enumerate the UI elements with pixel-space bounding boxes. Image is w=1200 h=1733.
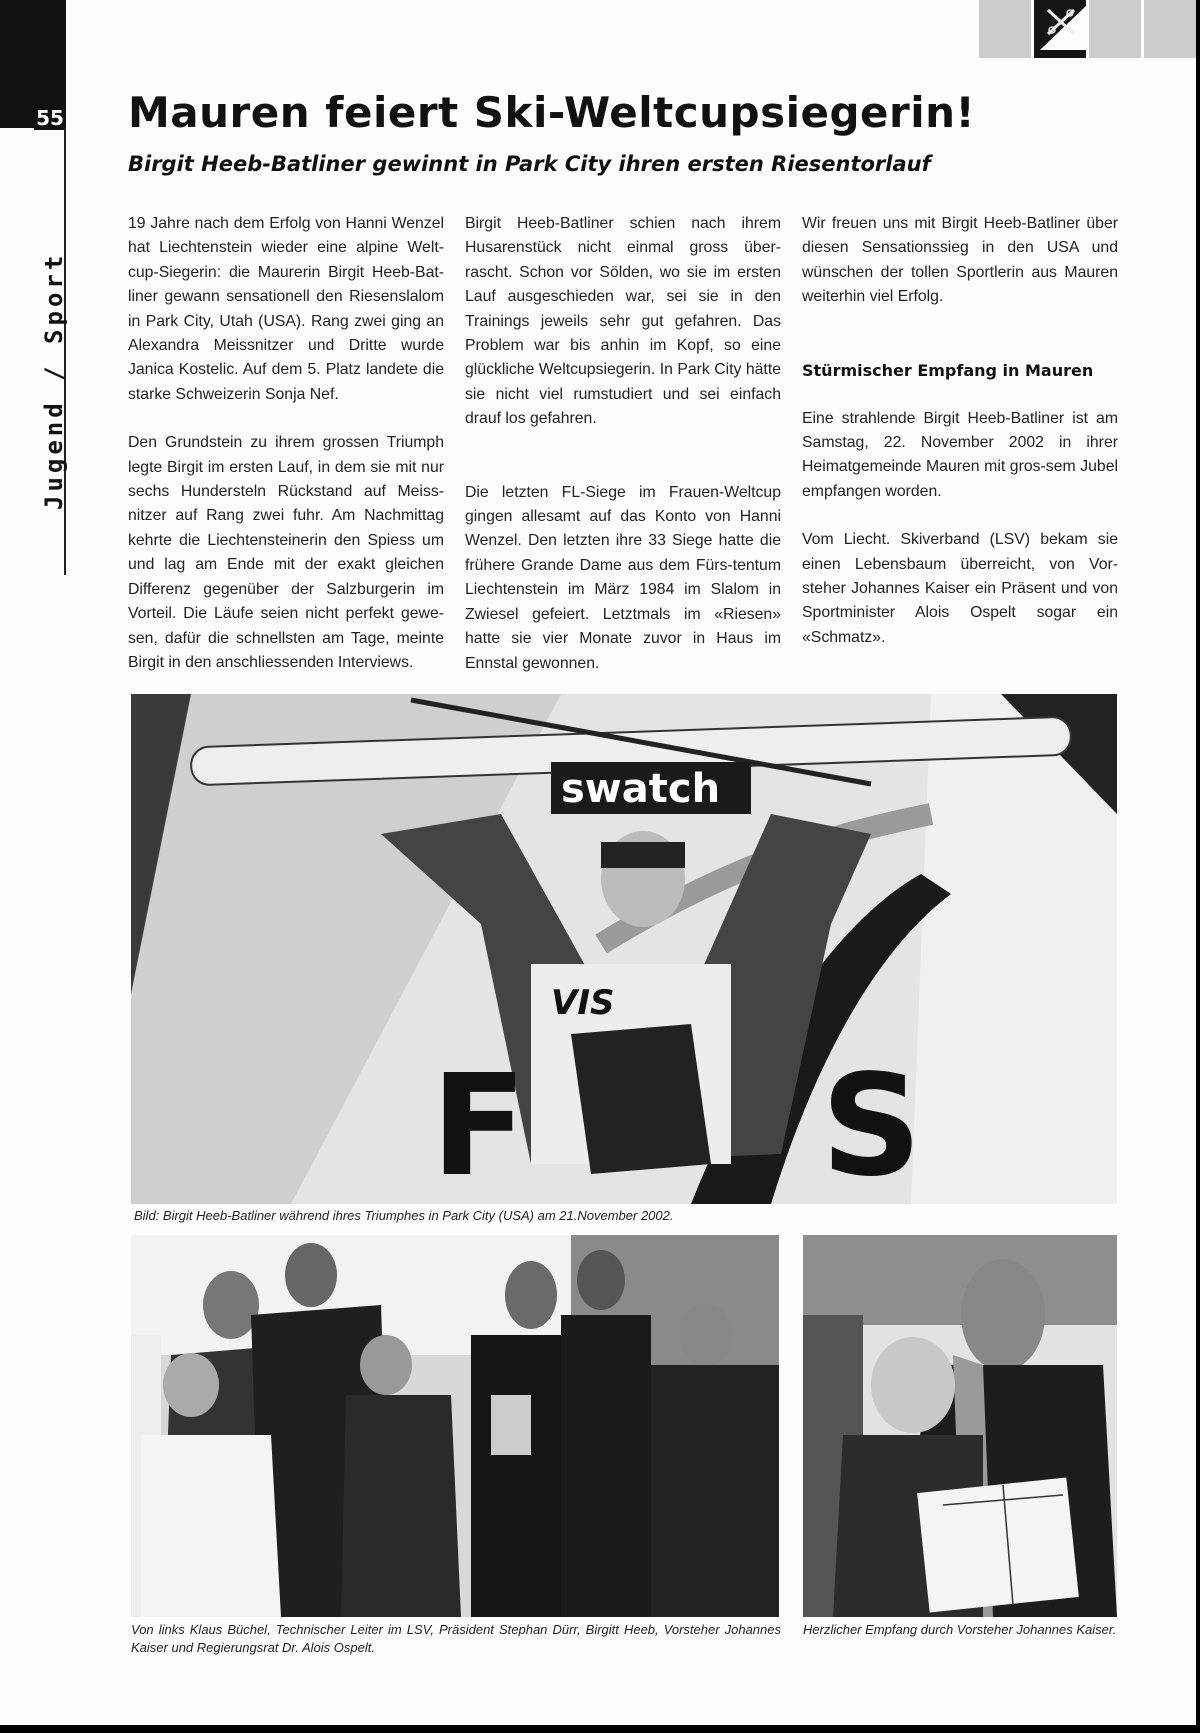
paragraph: Birgit Heeb-Batliner schien nach ihrem Husarenstück nicht einmal gross über-rascht. Schon vor Sölden, wo sie im ersten Lauf ausgeschieden war, sei sie in den Trainings jeweils sehr gut gefahren. Das Problem war bis anhin im Kopf, so eine glückliche Weltcupsiegerin. In Park City hätte sie nicht viel rumstudiert und sei einfach drauf los gefahren. — [465, 215, 781, 428]
tab-sport — [1031, 0, 1086, 58]
main-photo — [131, 694, 1117, 1204]
paragraph: Eine strahlende Birgit Heeb-Batliner ist am Samstag, 22. November 2002 in ihrer Heimatgemeinde Mauren mit gros-sem Jubel empfangen worden. — [802, 409, 1118, 500]
page-number: 55 — [34, 106, 66, 130]
text-column-3 — [802, 212, 1118, 650]
paragraph: 19 Jahre nach dem Erfolg von Hanni Wenzel hat Liechtenstein wieder eine alpine Welt-cup-Siegerin: die Maurerin Birgit Heeb-Bat-liner gewann sensationell den Riesenslalom in Park City, Utah (USA). Rang zwei ging an Alexandra Meissnitzer und Dritte wurde Janica Kostelic. Auf dem 5. Platz landete die starke Schweizerin Sonja Nef. — [128, 215, 444, 403]
tab-blank-3 — [1141, 0, 1196, 58]
tab-blank-1 — [976, 0, 1031, 58]
text-column-1 — [128, 212, 444, 675]
text-column-2 — [465, 212, 781, 676]
paragraph: Die letzten FL-Siege im Frauen-Weltcup gingen allesamt auf das Konto von Hanni Wenzel. Den letzten ihre 33 Siege hatte die frühere Grande Dame aus dem Fürs-tentum Liechtenstein im März 1984 im Slalom in Zwiesel gefeiert. Letztmals im «Riesen» hatte sie vier Monate zuvor in Haus im Ennstal gewonnen. — [465, 483, 781, 672]
board-letter-s: S — [821, 1045, 922, 1204]
section-tabs — [976, 0, 1196, 58]
ski-cross-icon — [1040, 4, 1088, 50]
section-label: Jugend / Sport — [40, 251, 68, 510]
banner-swatch-text: swatch — [561, 766, 721, 812]
duo-photo — [803, 1235, 1117, 1617]
article-subheadline: Birgit Heeb-Batliner gewinnt in Park City ihren ersten Riesentorlauf — [128, 152, 931, 176]
main-photo-caption: Bild: Birgit Heeb-Batliner während ihres Triumphes in Park City (USA) am 21.November 2002. — [134, 1208, 674, 1223]
paragraph: Wir freuen uns mit Birgit Heeb-Batliner über diesen Sensationssieg in den USA und wünschen der tollen Sportlerin aus Mauren weiterhin viel Erfolg. — [802, 215, 1118, 306]
paragraph: Den Grundstein zu ihrem grossen Triumph legte Birgit im ersten Lauf, in dem sie mit nur sechs Hundersteln Rückstand auf Meiss-nitzer auf Rang zwei fuhr. Am Nachmittag kehrte die Liechtensteinerin den Spiess um und lag am Ende mit der exakt gleichen Differenz gegenüber der Salzburgerin im Vorteil. Die Läufe seien nicht perfekt gewe-sen, dafür die schnellsten am Tage, meinte Birgit in den anschliessenden Interviews. — [128, 434, 444, 671]
tab-blank-2 — [1086, 0, 1141, 58]
paragraph: Vom Liecht. Skiverband (LSV) bekam sie einen Lebensbaum überreicht, von Vor-steher Johannes Kaiser ein Präsent und von Sportminister Alois Ospelt sogar ein «Schmatz». — [802, 531, 1118, 646]
bib-text: VIS — [551, 983, 615, 1023]
group-photo-caption: Von links Klaus Büchel, Technischer Leiter im LSV, Präsident Stephan Dürr, Birgitt Heeb, Vorsteher Johannes Kaiser und Regierungsrat Dr. Alois Ospelt. — [131, 1622, 781, 1655]
section-heading: Stürmischer Empfang in Mauren — [802, 360, 1094, 380]
board-letter-f: F — [431, 1045, 527, 1204]
duo-photo-caption: Herzlicher Empfang durch Vorsteher Johannes Kaiser. — [803, 1622, 1117, 1637]
article-headline: Mauren feiert Ski-Weltcupsiegerin! — [128, 88, 976, 137]
group-photo — [131, 1235, 779, 1617]
